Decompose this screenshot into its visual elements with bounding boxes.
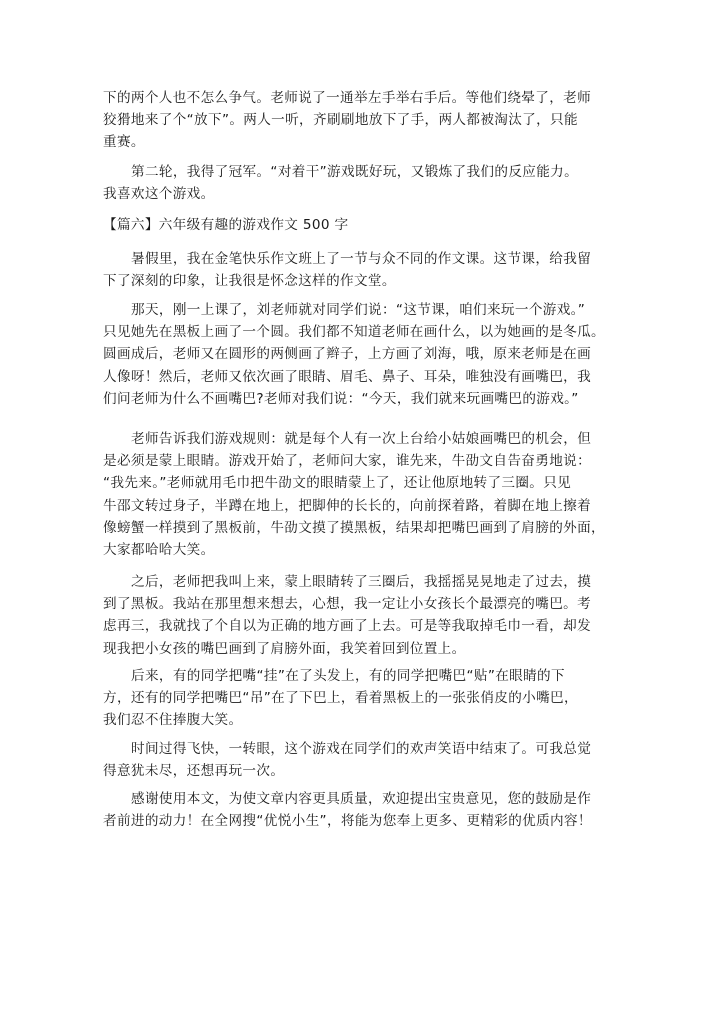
text-line: 狡猾地来了个“放下”。两人一听，齐刷刷地放下了手，两人都被淘汰了，只能	[103, 112, 578, 129]
text-line: 虑再三，我就找了个自以为正确的地方画了上去。可是等我取掉毛巾一看，却发	[103, 618, 592, 635]
paragraph-summer	[103, 248, 623, 292]
text-line: 只见她先在黑板上画了一个圆。我们都不知道老师在画什么，以为她画的是冬瓜。	[103, 324, 605, 341]
text-line: 暑假里，我在金笔快乐作文班上了一节与众不同的作文课。这节课，给我留	[131, 251, 592, 267]
text-line: 感谢使用本文，为使文章内容更具质量，欢迎提出宝贵意见，您的鼓励是作	[131, 791, 592, 807]
text-line: 第二轮，我得了冠军。“对着干”游戏既好玩，又锻炼了我们的反应能力。	[131, 164, 579, 180]
paragraph-later	[103, 665, 623, 732]
text-line: 得意犹未尽，还想再玩一次。	[103, 763, 285, 780]
text-line: 像螃蟹一样摸到了黑板前，牛劭文摸了摸黑板，结果却把嘴巴画到了肩膀的外面，	[103, 519, 605, 536]
text-line: 我们忍不住捧腹大笑。	[103, 712, 243, 729]
text-line: 到了黑板。我站在那里想来想去，心想，我一定让小女孩长个最漂亮的嘴巴。考	[103, 596, 592, 613]
text-line: 之后，老师把我叫上来，蒙上眼睛转了三圈后，我摇摇晃晃地走了过去，摸	[131, 574, 592, 590]
text-line: 下的两个人也不怎么争气。老师说了一通举左手举右手后。等他们绕晕了，老师	[103, 90, 592, 106]
text-line: 时间过得飞快，一转眼，这个游戏在同学们的欢声笑语中结束了。可我总觉	[131, 741, 592, 757]
paragraph-thanks	[103, 788, 623, 832]
paragraph-second-round	[103, 161, 623, 205]
text-line: 老师告诉我们游戏规则：就是每个人有一次上台给小姑娘画嘴巴的机会，但	[131, 431, 592, 447]
text-line: 们问老师为什么不画嘴巴?老师对我们说：“今天，我们就来玩画嘴巴的游戏。”	[103, 390, 579, 407]
text-line: 现我把小女孩的嘴巴画到了肩膀外面，我笑着回到位置上。	[103, 640, 466, 657]
text-line: 方，还有的同学把嘴巴“吊”在了下巴上，看着黑板上的一张张俏皮的小嘴巴，	[103, 690, 578, 707]
text-line: 者前进的动力！在全网搜“优悦小生”，将能为您奉上更多、更精彩的优质内容！	[103, 813, 592, 830]
paragraph-after	[103, 571, 623, 660]
paragraph-continuation	[103, 87, 623, 154]
paragraph-time-flies	[103, 738, 623, 782]
text-line: “我先来。”老师就用毛巾把牛劭文的眼睛蒙上了，还让他原地转了三圈。只见	[103, 475, 572, 492]
text-line: 圆画成后，老师又在圆形的两侧画了辫子，上方画了刘海，哦，原来老师是在画	[103, 346, 592, 363]
text-line: 下了深刻的印象，让我很是怀念这样的作文堂。	[103, 273, 396, 290]
text-line: 人像呀！然后，老师又依次画了眼睛、眉毛、鼻子、耳朵，唯独没有画嘴巴，我	[103, 368, 592, 385]
text-line: 那天，刚一上课了，刘老师就对同学们说：“这节课，咱们来玩一个游戏。”	[131, 302, 586, 318]
paragraph-rules	[103, 428, 623, 561]
text-line: 后来，有的同学把嘴“挂”在了头发上，有的同学把嘴巴“贴”在眼睛的下	[131, 668, 565, 684]
section-heading: 【篇六】六年级有趣的游戏作文 500 字	[103, 217, 349, 233]
text-line: 牛邵文转过身子，半蹲在地上，把脚伸的长长的，向前探着路，着脚在地上擦着	[103, 497, 592, 514]
text-line: 是必须是蒙上眼睛。游戏开始了，老师问大家，谁先来，牛劭文自告奋勇地说：	[103, 453, 592, 470]
text-line: 重赛。	[103, 134, 145, 151]
paragraph-that-day	[103, 299, 623, 410]
text-line: 大家都哈哈大笑。	[103, 541, 215, 558]
text-line: 我喜欢这个游戏。	[103, 186, 215, 203]
